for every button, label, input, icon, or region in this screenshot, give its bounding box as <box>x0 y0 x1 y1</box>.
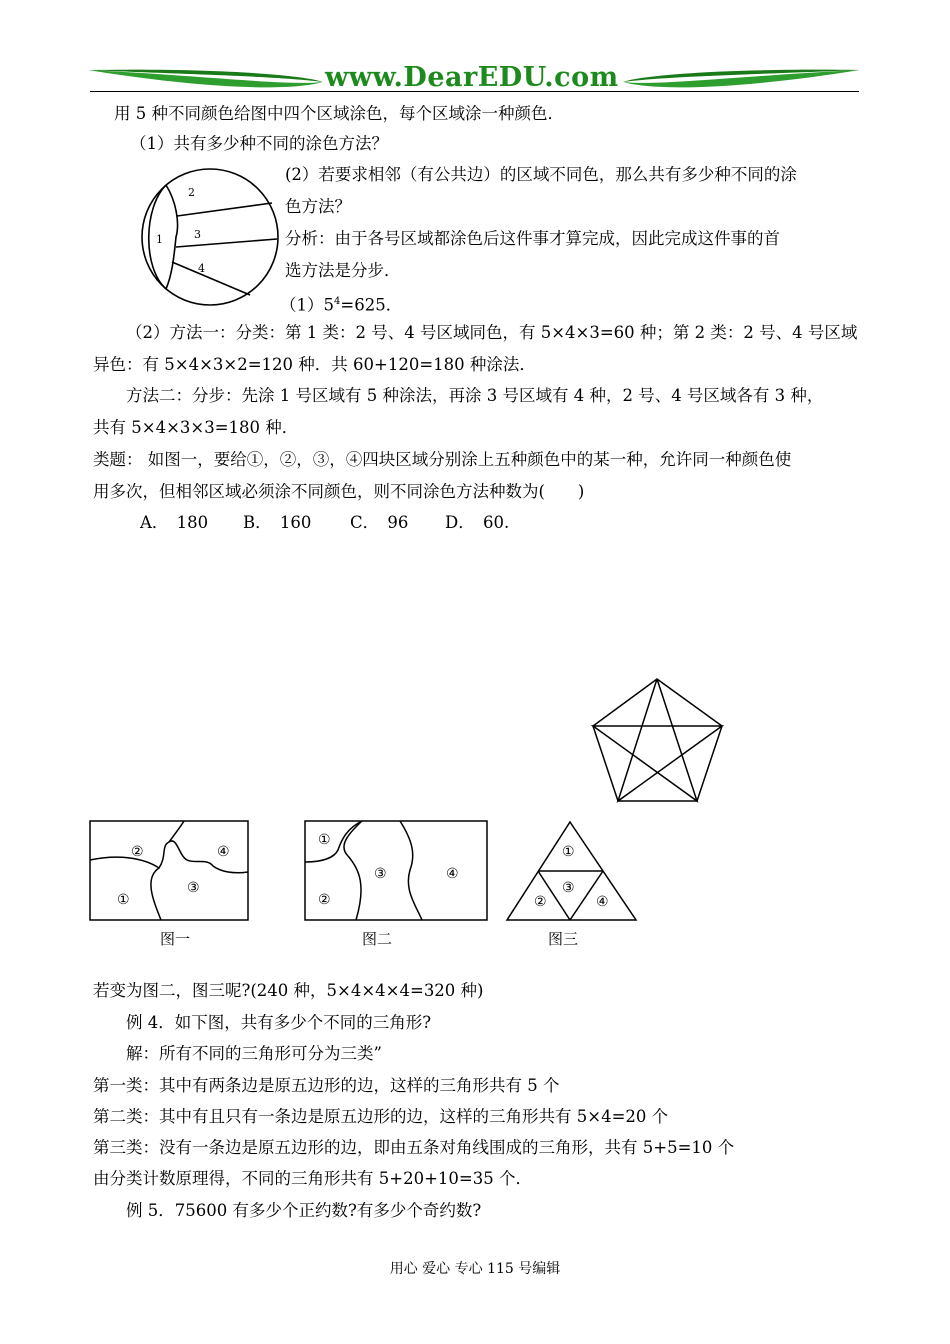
fig3-region-3: ③ <box>562 880 575 896</box>
figure-3 <box>505 820 639 922</box>
method-2-line-2: 共有 5×4×3×3=180 种． <box>93 418 299 437</box>
variation-question: 若变为图二，图三呢?(240 种，5×4×4×4=320 种) <box>93 981 484 1000</box>
answer-options <box>140 512 509 534</box>
fig1-region-3: ③ <box>187 880 200 896</box>
fig2-region-4: ④ <box>446 866 459 882</box>
category-2: 第二类：其中有且只有一条边是原五边形的边，这样的三角形共有 5×4=20 个 <box>93 1107 669 1126</box>
answer-1: $(1)5^4=625$． <box>280 295 403 315</box>
method-1-line-1: （2）方法一：分类：第 1 类：2 号、4 号区域同色，有 5×4×3=60 种；第 2 类：2 号、4 号区域 <box>126 323 858 342</box>
pentagon-star-figure <box>590 675 726 805</box>
figure-3-caption: 图三 <box>548 930 579 948</box>
category-3: 第三类：没有一条边是原五边形的边，即由五条对角线围成的三角形，共有 5+5=10 个 <box>93 1138 735 1157</box>
similar-problem-line-1: 类题： 如图一，要给①，②，③，④四块区域分别涂上五种颜色中的某一种，允许同一种颜色使 <box>93 450 792 469</box>
figure-2-caption: 图二 <box>362 930 393 948</box>
page-footer: 用心 爱心 专心 115 号编辑 <box>389 1261 561 1277</box>
figure-1-caption: 图一 <box>160 930 191 948</box>
figure-1 <box>89 820 251 922</box>
similar-problem-line-2: 用多次，但相邻区域必须涂不同颜色，则不同涂色方法种数为( ) <box>93 482 585 501</box>
question-2-line-1: (2）若要求相邻（有公共边）的区域不同色，那么共有多少种不同的涂 <box>285 165 797 184</box>
fig1-region-2: ② <box>131 844 144 860</box>
option-b[interactable]: B． 160 <box>243 513 312 532</box>
fig2-region-1: ① <box>318 832 331 848</box>
header-rule <box>90 91 859 92</box>
fig3-region-4: ④ <box>596 894 609 910</box>
conclusion: 由分类计数原理得，不同的三角形共有 5+20+10=35 个． <box>93 1169 532 1188</box>
question-1: （1）共有多少种不同的涂色方法？ <box>130 134 388 153</box>
option-a[interactable]: A． 180 <box>140 513 209 532</box>
method-1-line-2: 异色：有 5×4×3×2=120 种．共 60+120=180 种涂法． <box>93 355 536 374</box>
analysis-line-2: 选方法是分步． <box>285 261 401 280</box>
option-d[interactable]: D． 60. <box>445 513 510 532</box>
option-c[interactable]: C． 96 <box>350 513 409 532</box>
fig3-region-1: ① <box>562 844 575 860</box>
circle-label-3: 3 <box>194 228 201 241</box>
category-1: 第一类：其中有两条边是原五边形的边，这样的三角形共有 5 个 <box>93 1076 560 1095</box>
circle-label-1: 1 <box>156 233 163 246</box>
circle-region-figure <box>132 167 288 307</box>
example-4-solution: 解：所有不同的三角形可分为三类” <box>126 1044 382 1063</box>
example-5-title: 例 5．75600 有多少个正约数?有多少个奇约数? <box>126 1201 482 1220</box>
fig3-region-2: ② <box>534 894 547 910</box>
fig2-region-3: ③ <box>374 866 387 882</box>
problem-intro: 用 5 种不同颜色给图中四个区域涂色，每个区域涂一种颜色． <box>114 104 564 123</box>
fig1-region-4: ④ <box>217 844 230 860</box>
circle-label-4: 4 <box>198 262 205 275</box>
site-logo[interactable]: www.DearEDU.com <box>325 62 619 93</box>
fig2-region-2: ② <box>318 892 331 908</box>
question-2-line-2: 色方法？ <box>285 197 351 216</box>
figure-2 <box>304 820 490 922</box>
method-2-line-1: 方法二：分步：先涂 1 号区域有 5 种涂法，再涂 3 号区域有 4 种，2 号、4 号区域各有 3 种， <box>126 386 824 405</box>
example-4-title: 例 4．如下图，共有多少个不同的三角形? <box>126 1013 432 1032</box>
circle-label-2: 2 <box>188 186 195 199</box>
fig1-region-1: ① <box>117 892 130 908</box>
analysis-line-1: 分析：由于各号区域都涂色后这件事才算完成，因此完成这件事的首 <box>285 229 780 248</box>
